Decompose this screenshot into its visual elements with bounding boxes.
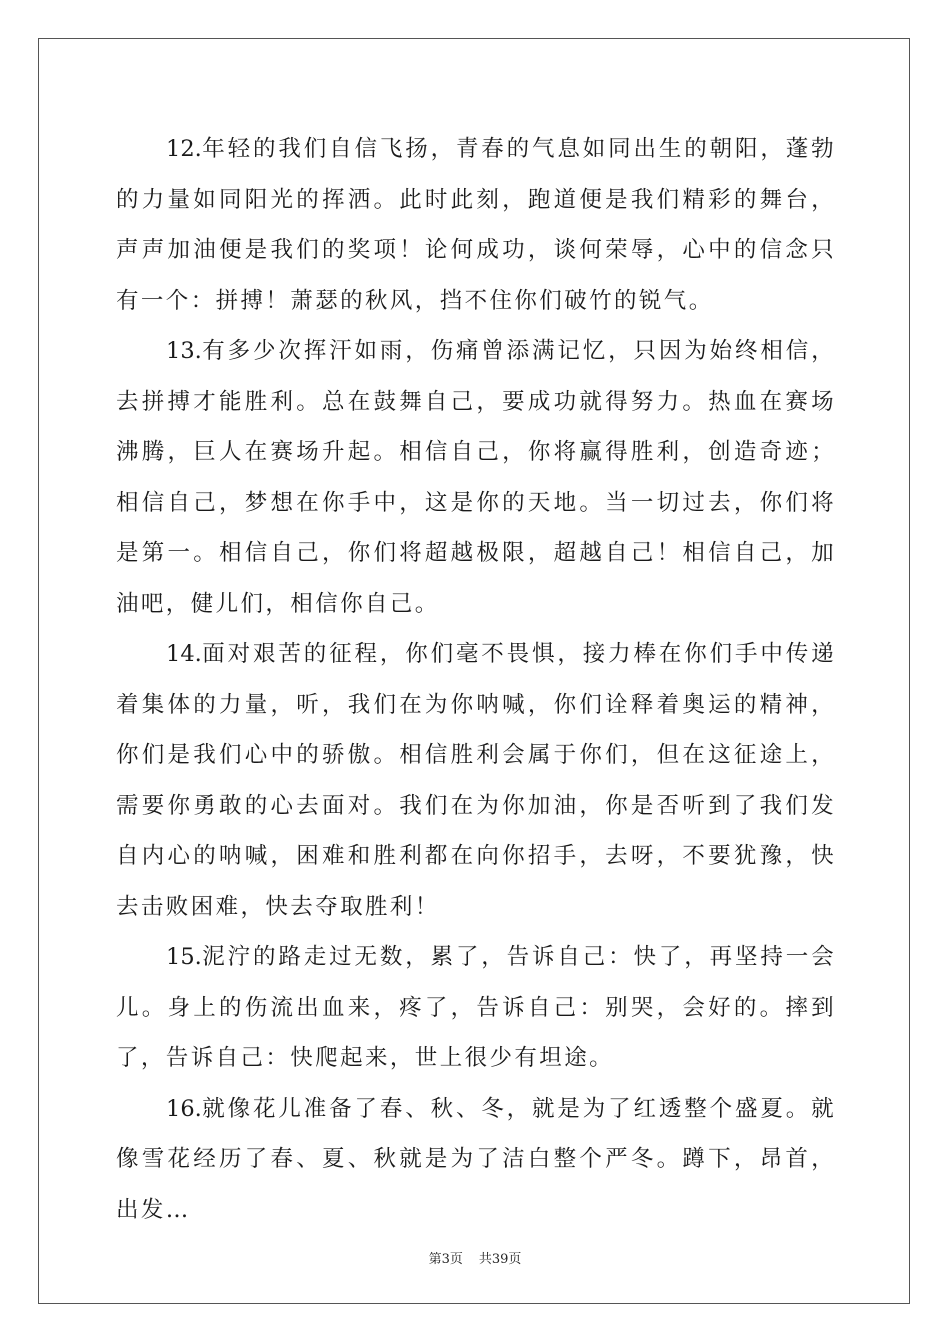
page-footer bbox=[0, 1248, 950, 1267]
paragraph-14 bbox=[116, 629, 836, 932]
paragraph-15 bbox=[116, 932, 836, 1084]
paragraph-16 bbox=[116, 1084, 836, 1236]
paragraph-number: 15. bbox=[166, 944, 202, 970]
total-pages-label: 共39页 bbox=[478, 1252, 522, 1267]
paragraph-text: 就像花儿准备了春、秋、冬，就是为了红透整个盛夏。就像雪花经历了春、夏、秋就是为了洁白整个严冬。蹲下，昂首，出发… bbox=[116, 1095, 836, 1223]
paragraph-12 bbox=[116, 124, 836, 326]
page-number-label: 第3页 bbox=[428, 1252, 463, 1267]
paragraph-text: 有多少次挥汗如雨，伤痛曾添满记忆，只因为始终相信，去拼搏才能胜利。总在鼓舞自己，要成功就得努力。热血在赛场沸腾，巨人在赛场升起。相信自己，你将赢得胜利，创造奇迹；相信自己，梦想在你手中，这是你的天地。当一切过去，你们将是第一。相信自己，你们将超越极限，超越自己！相信自己，加油吧，健儿们，相信你自己。 bbox=[116, 338, 836, 617]
paragraph-text: 年轻的我们自信飞扬，青春的气息如同出生的朝阳，蓬勃的力量如同阳光的挥洒。此时此刻，跑道便是我们精彩的舞台，声声加油便是我们的奖项！论何成功，谈何荣辱，心中的信念只有一个：拼搏！萧瑟的秋风，挡不住你们破竹的锐气。 bbox=[116, 136, 836, 314]
paragraph-number: 12. bbox=[166, 136, 202, 162]
document-body bbox=[116, 124, 836, 1235]
paragraph-text: 泥泞的路走过无数，累了，告诉自己：快了，再坚持一会儿。身上的伤流出血来，疼了，告诉自己：别哭，会好的。摔到了，告诉自己：快爬起来，世上很少有坦途。 bbox=[116, 944, 836, 1071]
paragraph-number: 14. bbox=[166, 641, 202, 667]
paragraph-13 bbox=[116, 326, 836, 629]
paragraph-number: 13. bbox=[166, 338, 202, 364]
paragraph-number: 16. bbox=[166, 1095, 202, 1122]
paragraph-text: 面对艰苦的征程，你们毫不畏惧，接力棒在你们手中传递着集体的力量，听，我们在为你呐喊，你们诠释着奥运的精神，你们是我们心中的骄傲。相信胜利会属于你们，但在这征途上，需要你勇敢的心去面对。我们在为你加油，你是否听到了我们发自内心的呐喊，困难和胜利都在向你招手，去呀，不要犹豫，快去击败困难，快去夺取胜利！ bbox=[116, 641, 836, 920]
